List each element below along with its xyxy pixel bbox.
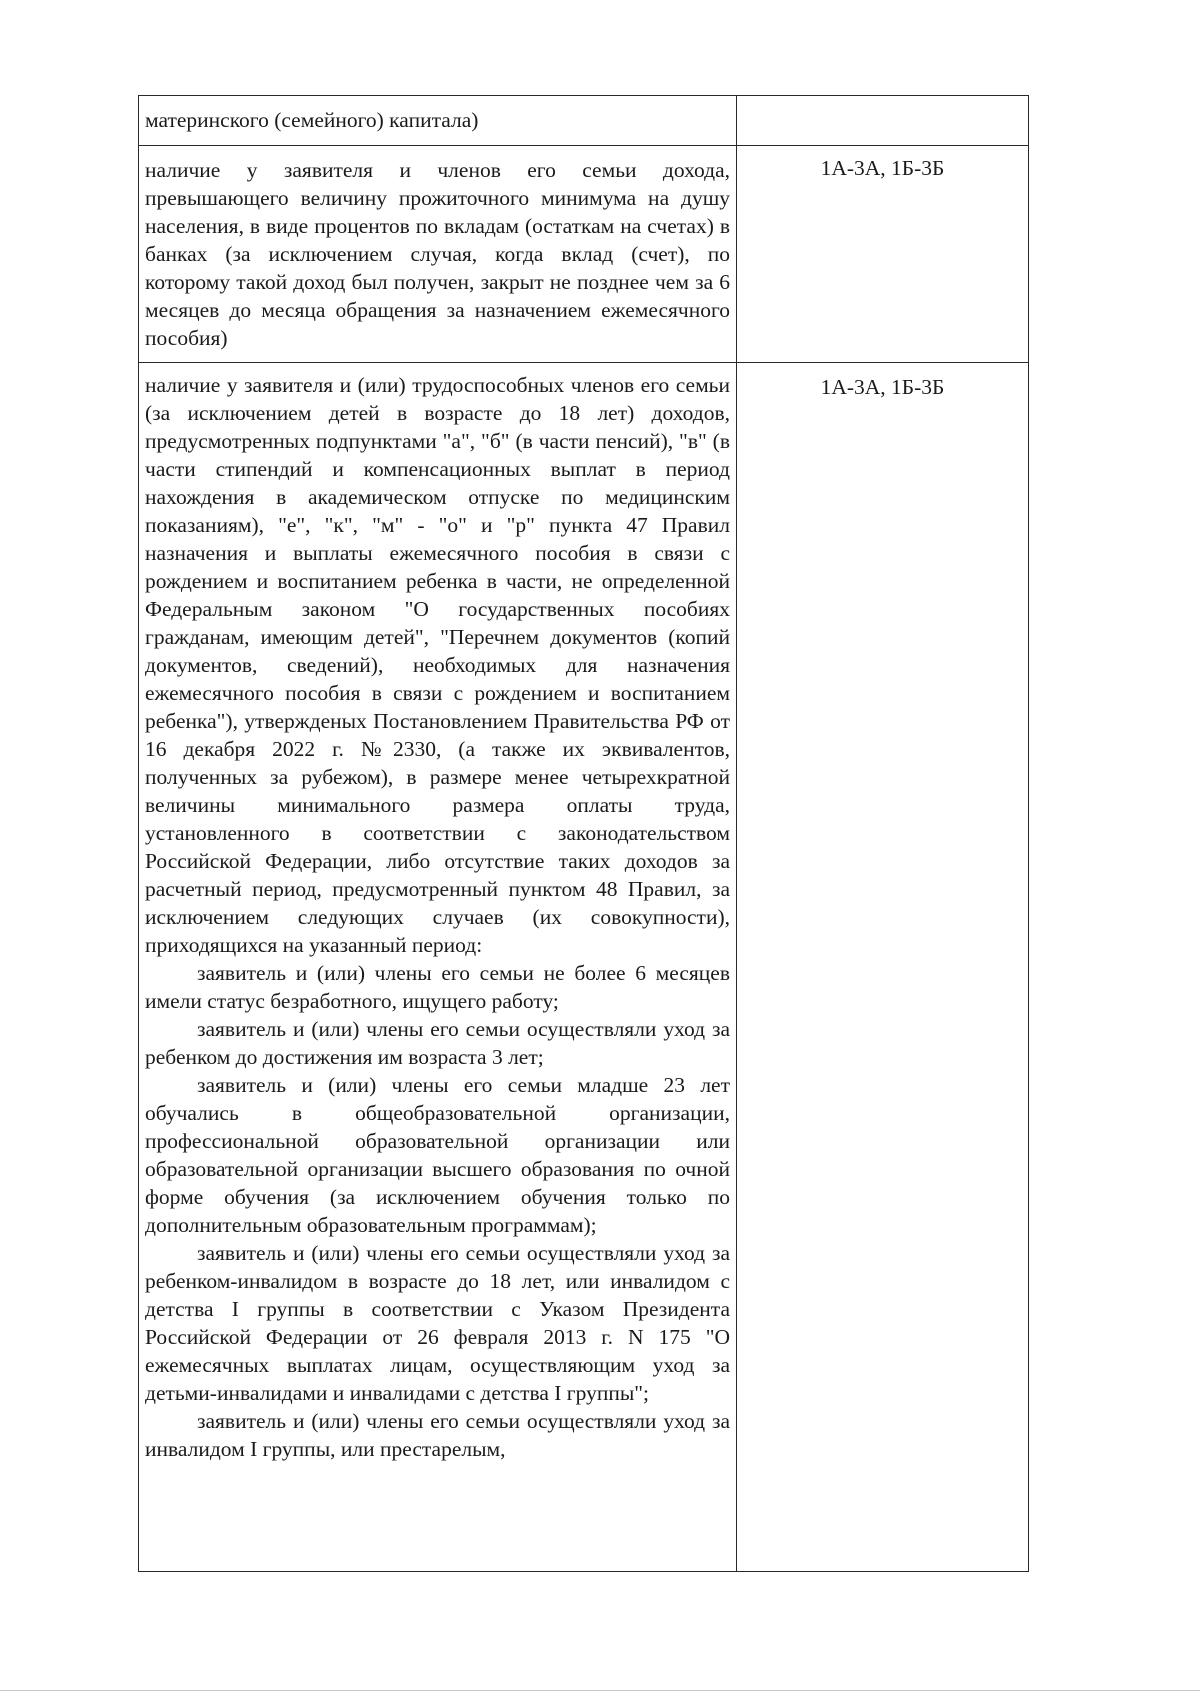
exception-item: заявитель и (или) члены его семьи осуществляли уход за ребенком до достижения им возраста 3 лет; — [145, 1017, 730, 1069]
code-text: 1А-3А, 1Б-3Б — [820, 375, 945, 399]
criterion-cell — [139, 146, 737, 363]
exception-item: заявитель и (или) члены его семьи не более 6 месяцев имели статус безработного, ищущего работу; — [145, 961, 730, 1013]
table-row — [139, 363, 1029, 1572]
code-cell — [737, 146, 1029, 363]
code-cell — [737, 96, 1029, 146]
exception-item: заявитель и (или) члены его семьи младше 23 лет обучались в общеобразовательной организации, профессиональной образовательной организации или образовательной организации высшего образования по очной форме обучения (за исключением обучения только по дополнительным образовательным программам); — [145, 1073, 730, 1237]
criterion-text: наличие у заявителя и (или) трудоспособных членов его семьи (за исключением детей в возрасте до 18 лет) доходов, предусмотренных подпунктами "а", "б" (в части пенсий), "в" (в части стипендий и компенсационных выплат в период нахождения в академическом отпуске по медицинским показаниям), "е", "к", "м" - "о" и "р" пункта 47 Правил назначения и выплаты ежемесячного пособия в связи с рождением и воспитанием ребенка в части, не определенной Федеральным законом "О государственных пособиях гражданам, имеющим детей", "Перечнем документов (копий документов, сведений), необходимых для назначения ежемесячного пособия в связи с рождением и воспитанием ребенка"), утвержденых Постановлением Правительства РФ от 16 декабря 2022 г. №2330, (а также их эквивалентов, полученных за рубежом), в размере менее четырехкратной величины минимального размера оплаты труда, установленного в соответствии с законодательством Российской Федерации, либо отсутствие таких доходов за расчетный период, предусмотренный пунктом 48 Правил, за исключением следующих случаев (их совокупности), приходящихся на указанный период: — [145, 373, 730, 957]
criterion-text: материнского (семейного) капитала) — [145, 108, 479, 132]
criterion-text: наличие у заявителя и членов его семьи дохода, превышающего величину прожиточного минимума на душу населения, в виде процентов по вкладам (остаткам на счетах) в банках (за исключением случая, когда вклад (счет), по которому такой доход был получен, закрыт не позднее чем за 6 месяцев до месяца обращения за назначением ежемесячного пособия) — [145, 158, 730, 350]
code-cell — [737, 363, 1029, 1572]
code-text — [737, 96, 1028, 104]
criterion-cell — [139, 363, 737, 1572]
criteria-table — [138, 95, 1029, 1572]
table-row — [139, 146, 1029, 363]
exception-item: заявитель и (или) члены его семьи осуществляли уход за ребенком-инвалидом в возрасте до 18 лет, или инвалидом с детства I группы в соответствии с Указом Президента Российской Федерации от 26 февраля 2013 г. N 175 "О ежемесячных выплатах лицам, осуществляющим уход за детьми-инвалидами и инвалидами с детства I группы"; — [145, 1241, 730, 1405]
exception-item: заявитель и (или) члены его семьи осуществляли уход за инвалидом I группы, или престарелым, — [145, 1409, 730, 1461]
scan-edge-line — [0, 1690, 1200, 1691]
code-text: 1А-3А, 1Б-3Б — [820, 156, 945, 180]
table-row — [139, 96, 1029, 146]
criterion-cell — [139, 96, 737, 146]
